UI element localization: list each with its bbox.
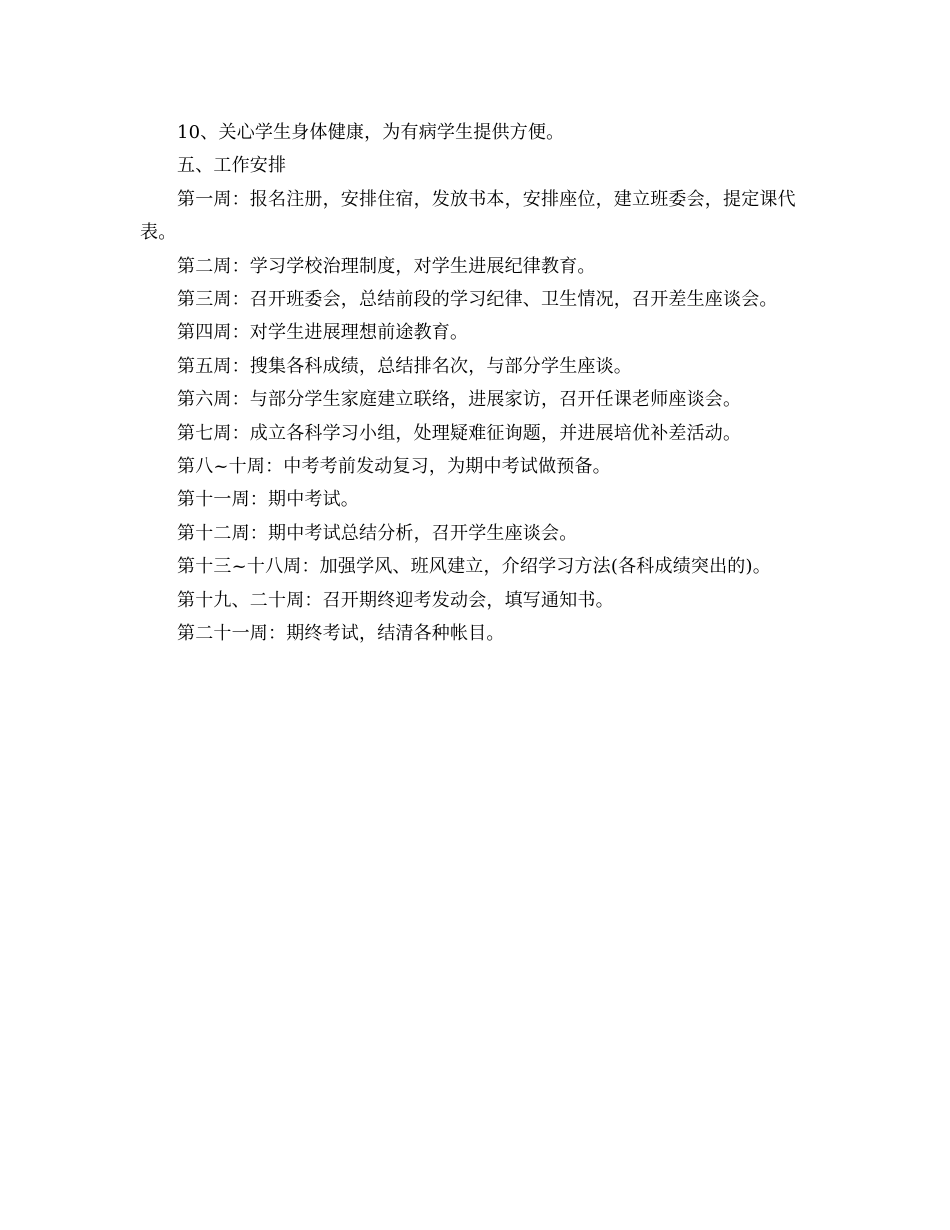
paragraph-week-21: 第二十一周：期终考试，结清各种帐目。 [177, 623, 505, 645]
paragraph-week-3: 第三周：召开班委会，总结前段的学习纪律、卫生情况，召开差生座谈会。 [177, 289, 778, 311]
paragraph-week-6: 第六周：与部分学生家庭建立联络，进展家访，召开任课老师座谈会。 [177, 389, 742, 411]
paragraph-week-5: 第五周：搜集各科成绩，总结排名次，与部分学生座谈。 [177, 355, 632, 377]
paragraph-week-12: 第十二周：期中考试总结分析，召开学生座谈会。 [177, 522, 578, 544]
paragraph-week-4: 第四周：对学生进展理想前途教育。 [177, 322, 469, 344]
paragraph-item-10: 10、关心学生身体健康，为有病学生提供方便。 [177, 122, 565, 143]
paragraph-week-19-20: 第十九、二十周：召开期终迎考发动会，填写通知书。 [177, 589, 614, 611]
paragraph-week-8-10: 第八~十周：中考考前发动复习，为期中考试做预备。 [177, 456, 611, 478]
paragraph-week-2: 第二周：学习学校治理制度，对学生进展纪律教育。 [177, 255, 596, 277]
document-body [140, 116, 812, 651]
paragraph-week-1: 第一周：报名注册，安排住宿，发放书本，安排座位，建立班委会，提定课代表。 [140, 188, 796, 244]
paragraph-week-11: 第十一周：期中考试。 [177, 489, 359, 511]
paragraph-week-13-18: 第十三~十八周：加强学风、班风建立，介绍学习方法(各科成绩突出的)。 [177, 556, 771, 578]
section-heading-work-arrangement: 五、工作安排 [177, 155, 287, 177]
paragraph-week-7: 第七周：成立各科学习小组，处理疑难征询题，并进展培优补差活动。 [177, 422, 742, 444]
